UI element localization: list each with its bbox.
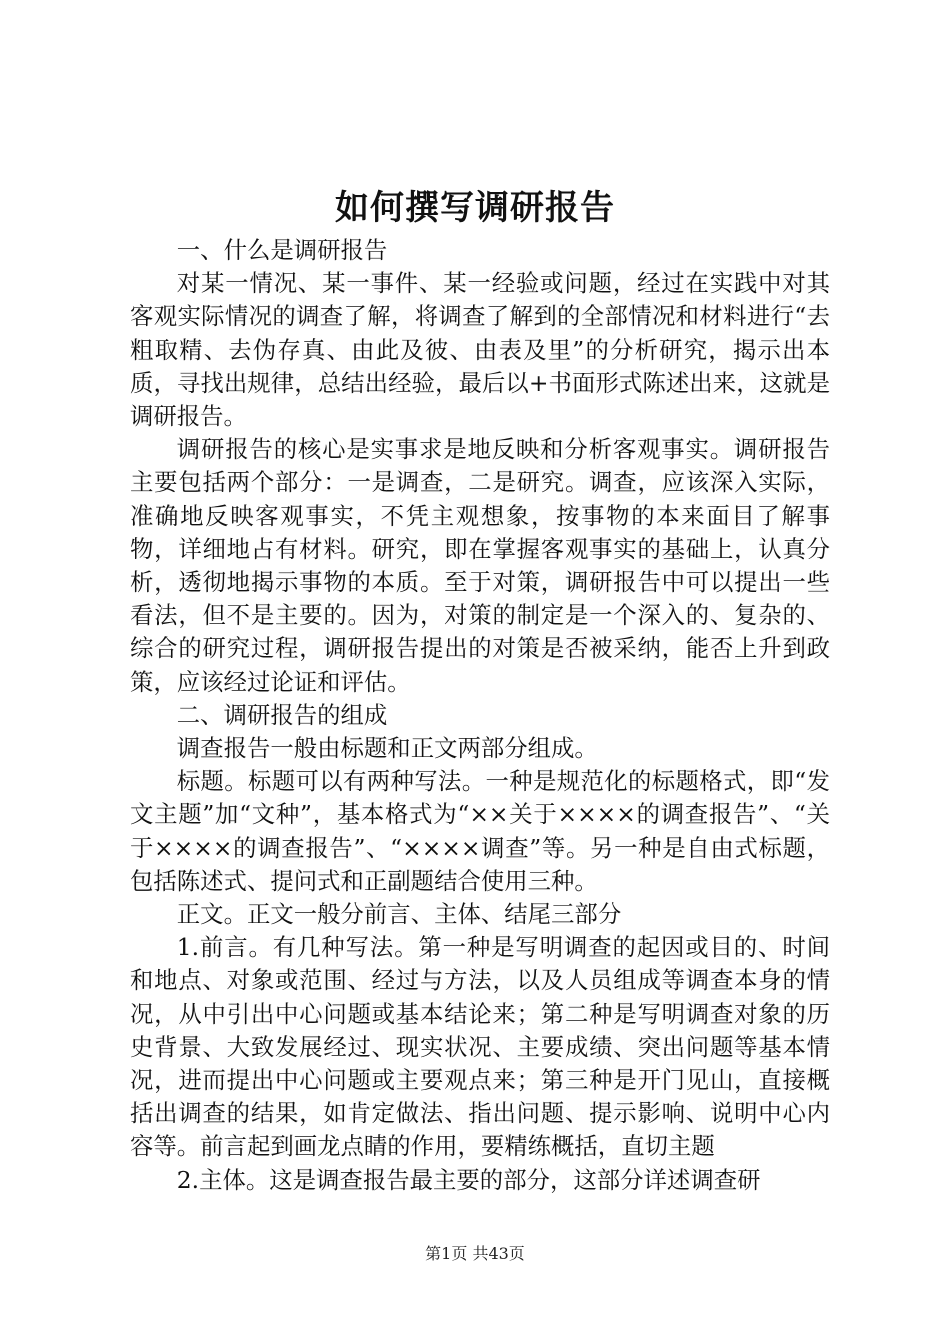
section-heading: 一、什么是调研报告 xyxy=(176,236,388,264)
document-title: 如何撰写调研报告 xyxy=(335,188,615,228)
paragraph: 调研报告的核心是实事求是地反映和分析客观事实。调研报告主要包括两个部分：一是调查，二是研究。调查，应该深入实际，准确地反映客观事实，不凭主观想象，按事物的本来面目了解事物，详细地占有材料。研究，即在掌握客观事实的基础上，认真分析，透彻地揭示事物的本质。至于对策，调研报告中可以提出一些看法，但不是主要的。因为，对策的制定是一个深入的、复杂的、综合的研究过程，调研报告提出的对策是否被采纳，能否上升到政策，应该经过论证和评估。 xyxy=(130,435,830,696)
paragraph: 1.前言。有几种写法。第一种是写明调查的起因或目的、时间和地点、对象或范围、经过与方法，以及人员组成等调查本身的情况，从中引出中心问题或基本结论来；第二种是写明调查对象的历史背景、大致发展经过、现实状况、主要成绩、突出问题等基本情况，进而提出中心问题或主要观点来；第三种是开门见山，直接概括出调查的结果，如肯定做法、指出问题、提示影响、说明中心内容等。前言起到画龙点睛的作用，要精练概括，直切主题 xyxy=(130,933,830,1161)
paragraph: 正文。正文一般分前言、主体、结尾三部分 xyxy=(176,900,622,929)
paragraph: 对某一情况、某一事件、某一经验或问题，经过在实践中对其客观实际情况的调查了解，将调查了解到的全部情况和材料进行“去粗取精、去伪存真、由此及彼、由表及里”的分析研究，揭示出本质，寻找出规律，总结出经验，最后以+书面形式陈述出来，这就是调研报告。 xyxy=(130,269,830,431)
document-body xyxy=(130,234,830,1197)
section-heading: 二、调研报告的组成 xyxy=(176,700,388,729)
page-number-footer: 第1页 共43页 xyxy=(425,1244,525,1263)
paragraph: 2.主体。这是调查报告最主要的部分，这部分详述调查研 xyxy=(176,1165,761,1194)
paragraph: 调查报告一般由标题和正文两部分组成。 xyxy=(176,734,598,763)
paragraph: 标题。标题可以有两种写法。一种是规范化的标题格式，即“发文主题”加“文种”，基本格式为“××关于××××的调查报告”、“关于××××的调查报告”、“××××调查”等。另一种是自由式标题，包括陈述式、提问式和正副题结合使用三种。 xyxy=(130,767,830,895)
